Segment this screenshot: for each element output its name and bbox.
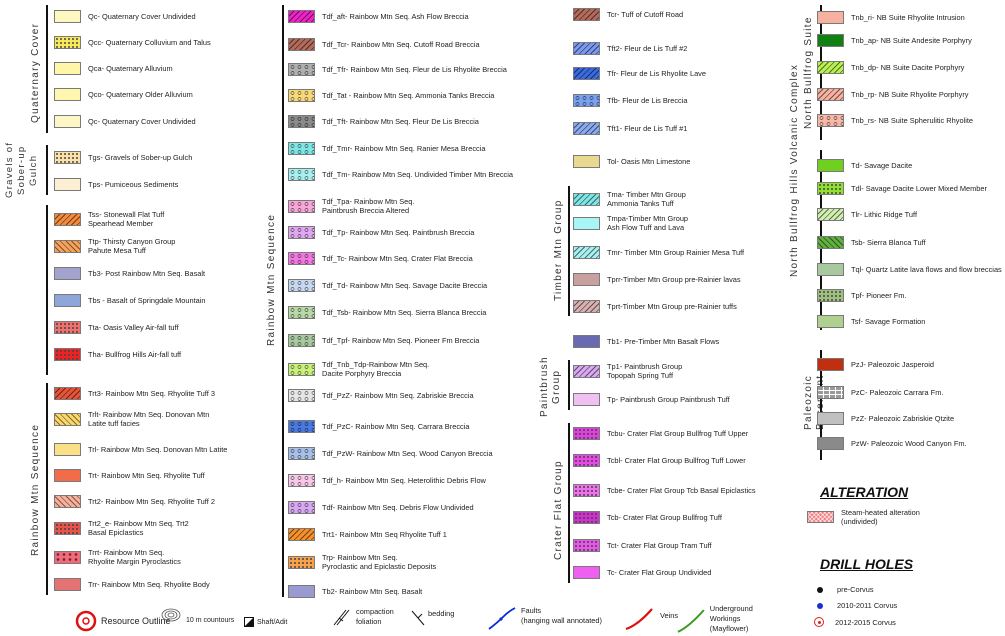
legend-label: Tcbe- Crater Flat Group Tcb Basal Epiclastics	[607, 485, 756, 495]
legend-label: Tol- Oasis Mtn Limestone	[607, 156, 691, 166]
drill-hole-pre-corvus	[817, 585, 874, 594]
legend-item-td	[817, 154, 912, 176]
legend-swatch	[817, 315, 844, 328]
legend-item-tdf-tsb	[288, 301, 486, 323]
legend-label: PzZ- Paleozoic Zabriskie Qtzite	[851, 413, 955, 423]
legend-item-tdf-tp	[288, 221, 474, 243]
legend-swatch	[54, 413, 81, 426]
legend-label: Resource Outline	[101, 616, 171, 626]
legend-swatch	[573, 484, 600, 497]
bottom-legend	[0, 605, 785, 635]
legend-item-qcc	[54, 31, 211, 53]
legend-swatch	[54, 10, 81, 23]
legend-item-tb1	[573, 330, 719, 352]
legend-label: Tnb_rp- NB Suite Rhyolite Porphyry	[851, 89, 969, 99]
legend-item-tsf	[817, 310, 925, 332]
legend-column-3	[535, 0, 785, 600]
legend-swatch	[288, 501, 315, 514]
legend-item-qc	[54, 5, 196, 27]
legend-swatch	[573, 217, 600, 230]
group-bar-rainbow-2	[282, 5, 284, 597]
legend-label: Tnb_rs- NB Suite Spherulitic Rhyolite	[851, 115, 973, 125]
legend-item-pzz	[817, 407, 954, 429]
legend-swatch	[573, 122, 600, 135]
contours-label-item	[186, 617, 234, 624]
legend-swatch	[54, 213, 81, 226]
legend-item-trrt	[54, 546, 181, 568]
legend-label: Tdf_Tp- Rainbow Mtn Seq. Paintbrush Breccia	[322, 227, 475, 237]
legend-item-trt3	[54, 382, 215, 404]
legend-item-trt2	[54, 490, 215, 512]
legend-swatch	[288, 389, 315, 402]
legend-item-tp1	[573, 360, 682, 382]
legend-item-tft2	[573, 37, 687, 59]
legend-item-trt	[54, 464, 205, 486]
alteration-heading: ALTERATION	[820, 484, 909, 500]
legend-swatch	[817, 11, 844, 24]
alteration-item	[807, 508, 920, 526]
legend-label: Tdf_Td- Rainbow Mtn Seq. Savage Dacite Breccia	[322, 280, 488, 290]
legend-label: Qca- Quaternary Alluvium	[88, 63, 173, 73]
group-bar-post	[46, 205, 48, 375]
legend-label: Tnb_dp- NB Suite Dacite Porphyry	[851, 62, 965, 72]
legend-item-tc	[573, 561, 711, 583]
legend-item-trlt	[54, 408, 209, 430]
legend-item-tct	[573, 534, 712, 556]
legend-item-trp	[288, 551, 436, 573]
legend-swatch	[288, 528, 315, 541]
group-title-rainbow-1: Rainbow Mtn Sequence	[30, 423, 41, 557]
legend-label: Tdf_Tpa- Rainbow Mtn Seq. Paintbrush Breccia Altered	[322, 197, 415, 215]
legend-label: Tdf_PzZ- Rainbow Mtn Seq. Zabriskie Breccia	[322, 390, 474, 400]
group-bar-timber	[568, 186, 570, 316]
legend-label: Tcr- Tuff of Cutoff Road	[607, 9, 684, 19]
legend-swatch	[288, 226, 315, 239]
legend-swatch	[817, 412, 844, 425]
legend-label: Tdf_Tcr- Rainbow Mtn Seq. Cutoff Road Breccia	[322, 39, 480, 49]
legend-swatch	[288, 447, 315, 460]
legend-item-tdf-pzw	[288, 442, 493, 464]
group-title-paleozoic: Paleozoic	[803, 374, 814, 430]
legend-item-tol	[573, 150, 690, 172]
legend-label: Tcbl- Crater Flat Group Bullfrog Tuff Lower	[607, 455, 746, 465]
legend-label: Qc- Quaternary Cover Undivided	[88, 11, 196, 21]
legend-label: Tlr- Lithic Ridge Tuff	[851, 209, 917, 219]
legend-label: Qc- Quaternary Cover Undivided	[88, 116, 196, 126]
corvus-2010-dot-icon	[817, 603, 823, 609]
legend-swatch	[573, 393, 600, 406]
legend-item-qca	[54, 57, 173, 79]
legend-label: Underground Workings (Mayflower)	[709, 604, 753, 633]
shaft-icon	[244, 617, 254, 627]
legend-label: Tbs - Basalt of Springdale Mountain	[88, 295, 206, 305]
legend-label: Tp- Paintbrush Group Paintbrush Tuff	[607, 394, 730, 404]
group-bar-gravels	[46, 145, 48, 195]
group-title-nb-suite: North Bullfrog Suite	[803, 16, 814, 130]
group-bar-paintbrush	[568, 360, 570, 410]
legend-label: Tql- Quartz Latite lava flows and flow breccias	[851, 264, 1002, 274]
legend-item-tdf-tpf	[288, 329, 479, 351]
corvus-2012-dot-icon	[814, 617, 824, 627]
legend-swatch	[54, 240, 81, 253]
legend-label: Ttp- Thirsty Canyon Group Pahute Mesa Tuff	[88, 237, 176, 255]
group-bar-quaternary	[46, 5, 48, 133]
legend-label: Tdf- Rainbow Mtn Seq. Debris Flow Undivided	[322, 502, 474, 512]
legend-swatch	[288, 10, 315, 23]
legend-label: Qcc- Quaternary Colluvium and Talus	[88, 37, 211, 47]
legend-label: Trlt- Rainbow Mtn Seq. Donovan Mtn Latite tuff facies	[88, 410, 210, 428]
legend-swatch	[288, 334, 315, 347]
legend-label: Tdf_Tc- Rainbow Mtn Seq. Crater Flat Breccia	[322, 253, 473, 263]
drill-hole-2010-2011	[817, 601, 897, 610]
legend-swatch	[288, 474, 315, 487]
legend-swatch	[54, 469, 81, 482]
legend-swatch	[288, 168, 315, 181]
legend-label: Trrt- Rainbow Mtn Seq. Rhyolite Margin Pyroclastics	[88, 548, 181, 566]
legend-swatch	[54, 267, 81, 280]
legend-swatch	[573, 335, 600, 348]
legend-swatch	[288, 142, 315, 155]
legend-label: Tsf- Savage Formation	[851, 316, 926, 326]
legend-item-tsb	[817, 231, 926, 253]
legend-label: Td- Savage Dacite	[851, 160, 913, 170]
legend-item-tdf-tat	[288, 84, 494, 106]
legend-label: Tdf_Tft- Rainbow Mtn Seq. Fleur De Lis Breccia	[322, 116, 479, 126]
compaction-foliation-icon	[332, 607, 350, 627]
group-title-paintbrush: Paintbrush Group	[539, 356, 562, 418]
vein-item	[624, 607, 678, 631]
legend-label: compaction foliation	[356, 607, 394, 626]
legend-swatch	[288, 115, 315, 128]
legend-swatch	[54, 348, 81, 361]
legend-label: Tdf_PzC- Rainbow Mtn Seq. Carrara Breccia	[322, 421, 470, 431]
legend-item-tdf-pzz	[288, 384, 474, 406]
legend-swatch	[573, 246, 600, 259]
legend-item-trt2-e	[54, 517, 189, 539]
legend-swatch	[817, 114, 844, 127]
legend-item-tp	[573, 388, 730, 410]
legend-label: Tmpa-Timber Mtn Group Ash Flow Tuff and Lava	[607, 214, 689, 232]
legend-label: Tdf_Tsb- Rainbow Mtn Seq. Sierra Blanca Breccia	[322, 307, 487, 317]
legend-item-tfb	[573, 89, 688, 111]
legend-label: Tdf_Tnb_Tdp-Rainbow Mtn Seq. Dacite Porphyry Breccia	[322, 360, 430, 378]
legend-column-1	[0, 0, 270, 600]
legend-swatch	[573, 511, 600, 524]
legend-swatch	[288, 200, 315, 213]
legend-swatch	[54, 88, 81, 101]
group-title-nbh: North Bullfrog Hills Volcanic Complex	[789, 63, 800, 277]
legend-swatch	[573, 365, 600, 378]
legend-item-qco	[54, 83, 193, 105]
drill-hole-label: 2012-2015 Corvus	[835, 617, 896, 627]
legend-label: Tdl- Savage Dacite Lower Mixed Member	[851, 183, 987, 193]
legend-swatch	[817, 61, 844, 74]
legend-label: Tdf_aft- Rainbow Mtn Seq. Ash Flow Breccia	[322, 11, 469, 21]
legend-item-tha	[54, 343, 181, 365]
legend-label: Tc- Crater Flat Group Undivided	[607, 567, 712, 577]
contours-item	[160, 607, 188, 623]
legend-label: Tss- Stonewall Flat Tuff Spearhead Member	[88, 210, 165, 228]
legend-label: Tnb_ri- NB Suite Rhyolite Intrusion	[851, 12, 965, 22]
legend-column-2	[260, 0, 530, 600]
legend-label: Tma- Timber Mtn Group Ammonia Tanks Tuff	[607, 190, 686, 208]
legend-label: PzC- Paleozoic Carrara Fm.	[851, 387, 944, 397]
legend-item-tss	[54, 208, 164, 230]
legend-item-tnb-ap	[817, 29, 972, 51]
legend-item-tcr	[573, 3, 683, 25]
legend-item-tdl	[817, 177, 987, 199]
legend-label: Tft2- Fleur de Lis Tuff #2	[607, 43, 688, 53]
legend-label: Trl- Rainbow Mtn Seq. Donovan Mtn Latite	[88, 444, 228, 454]
legend-label: Tprr-Timber Mtn Group pre-Rainier lavas	[607, 274, 741, 284]
legend-swatch	[54, 36, 81, 49]
legend-swatch	[817, 263, 844, 276]
legend-label: Tta- Oasis Valley Air-fall tuff	[88, 322, 179, 332]
legend-item-tnb-rs	[817, 109, 973, 131]
legend-label: Trp- Rainbow Mtn Seq. Pyroclastic and Epiclastic Deposits	[322, 553, 437, 571]
group-title-rainbow-2: Rainbow Mtn Sequence	[266, 213, 277, 347]
drill-hole-label: 2010-2011 Corvus	[837, 601, 898, 610]
legend-label: Tdf_Tpf- Rainbow Mtn Seq. Pioneer Fm Breccia	[322, 335, 480, 345]
alteration-swatch	[807, 511, 834, 523]
legend-item-tdf-h	[288, 469, 486, 491]
legend-item-tdf	[288, 496, 474, 518]
legend-item-tdf-tft	[288, 110, 479, 132]
legend-item-pzc	[817, 381, 943, 403]
legend-item-tmr	[573, 241, 744, 263]
legend-swatch	[573, 273, 600, 286]
legend-label: Trt2_e- Rainbow Mtn Seq. Trt2 Basal Epiclastics	[88, 519, 189, 537]
bedding-item	[410, 609, 454, 627]
legend-item-tcbl	[573, 449, 746, 471]
legend-label: Tps- Pumiceous Sediments	[88, 179, 179, 189]
legend-swatch	[288, 556, 315, 569]
legend-item-tpf	[817, 284, 906, 306]
resource-outline-icon	[75, 610, 97, 632]
legend-label: Tdf_Tat - Rainbow Mtn Seq. Ammonia Tanks Breccia	[322, 90, 495, 100]
legend-item-tdf-td	[288, 274, 487, 296]
group-title-crater: Crater Flat Group	[553, 460, 564, 560]
legend-swatch	[54, 495, 81, 508]
legend-label: Trt1- Rainbow Mtn Seq Rhyolite Tuff 1	[322, 529, 447, 539]
legend-swatch	[573, 8, 600, 21]
legend-label: Qco- Quaternary Older Alluvium	[88, 89, 193, 99]
legend-swatch	[288, 363, 315, 376]
legend-swatch	[54, 443, 81, 456]
legend-item-tcbu	[573, 422, 748, 444]
legend-item-tnb-ri	[817, 6, 965, 28]
legend-item-tcbe	[573, 479, 756, 501]
legend-swatch	[573, 539, 600, 552]
legend-swatch	[817, 208, 844, 221]
legend-label: Tb2- Rainbow Mtn Seq. Basalt	[322, 586, 423, 596]
legend-item-pzj	[817, 353, 934, 375]
legend-label: Tha- Bullfrog Hills Air-fall tuff	[88, 349, 182, 359]
legend-swatch	[54, 115, 81, 128]
legend-item-tta	[54, 316, 179, 338]
legend-item-ttp	[54, 235, 175, 257]
shaft-item	[244, 617, 287, 627]
drill-hole-label: pre-Corvus	[837, 585, 874, 594]
legend-swatch	[573, 67, 600, 80]
legend-swatch	[288, 89, 315, 102]
legend-item-tbs	[54, 289, 206, 311]
legend-swatch	[817, 236, 844, 249]
legend-label: Tb1- Pre-Timber Mtn Basalt Flows	[607, 336, 720, 346]
legend-item-tprr	[573, 268, 741, 290]
legend-swatch	[54, 387, 81, 400]
legend-swatch	[54, 551, 81, 564]
legend-column-4	[785, 0, 1005, 627]
legend-item-qc2	[54, 110, 196, 132]
legend-item-tps	[54, 173, 178, 195]
legend-item-tb2	[288, 580, 422, 602]
group-title-timber: Timber Mtn Group	[553, 199, 564, 301]
legend-label: Trt2- Rainbow Mtn Seq. Rhyolite Tuff 2	[88, 496, 215, 506]
legend-swatch	[288, 38, 315, 51]
legend-item-pzw	[817, 432, 967, 454]
legend-label: Trr- Rainbow Mtn Seq. Rhyolite Body	[88, 579, 210, 589]
legend-label: Tgs- Gravels of Sober-up Gulch	[88, 152, 193, 162]
legend-label: Tfb- Fleur de Lis Breccia	[607, 95, 688, 105]
legend-label: PzJ- Paleozoic Jasperoid	[851, 359, 934, 369]
legend-label: Trt3- Rainbow Mtn Seq. Rhyolite Tuff 3	[88, 388, 215, 398]
legend-swatch	[817, 88, 844, 101]
legend-label: Shaft/Adit	[257, 618, 288, 626]
legend-label: Tmr- Timber Mtn Group Rainier Mesa Tuff	[607, 247, 745, 257]
legend-swatch	[817, 386, 844, 399]
legend-swatch	[817, 159, 844, 172]
legend-swatch	[817, 34, 844, 47]
legend-label: Tcbu- Crater Flat Group Bullfrog Tuff Upper	[607, 428, 749, 438]
legend-item-trr	[54, 573, 210, 595]
legend-label: Faults (hanging wall annotated)	[521, 606, 602, 625]
legend-swatch	[54, 522, 81, 535]
legend-swatch	[288, 306, 315, 319]
legend-label: Veins	[660, 610, 679, 620]
legend-swatch	[573, 427, 600, 440]
legend-item-tfr	[573, 62, 706, 84]
legend-item-tdf-tm	[288, 163, 513, 185]
legend-item-tdf-tcr	[288, 33, 480, 55]
legend-label: Tct- Crater Flat Group Tram Tuff	[607, 540, 712, 550]
legend-item-tql	[817, 258, 1002, 280]
legend-swatch	[573, 300, 600, 313]
vein-icon	[624, 607, 654, 631]
legend-label: Tpf- Pioneer Fm.	[851, 290, 907, 300]
legend-item-tmpa	[573, 212, 688, 234]
legend-label: Tft1- Fleur de Lis Tuff #1	[607, 123, 688, 133]
legend-swatch	[288, 279, 315, 292]
legend-label: Tdf_PzW- Rainbow Mtn Seq. Wood Canyon Breccia	[322, 448, 493, 458]
legend-swatch	[817, 182, 844, 195]
legend-label: Tp1- Paintbrush Group Topopah Spring Tuff	[607, 362, 683, 380]
legend-swatch	[54, 578, 81, 591]
underground-workings-icon	[676, 608, 706, 634]
legend-item-tnb-dp	[817, 56, 964, 78]
legend-label: Tprt-Timber Mtn Group pre-Rainier tuffs	[607, 301, 737, 311]
group-bar-rainbow-1	[46, 383, 48, 595]
legend-label: Tdf_Tmr- Rainbow Mtn Seq. Ranier Mesa Breccia	[322, 143, 486, 153]
legend-swatch	[573, 155, 600, 168]
legend-swatch	[54, 178, 81, 191]
legend-swatch	[54, 62, 81, 75]
legend-label: Tsb- Sierra Blanca Tuff	[851, 237, 926, 247]
legend-label: Trt- Rainbow Mtn Seq. Rhyolite Tuff	[88, 470, 205, 480]
fault-icon	[487, 605, 517, 631]
bedding-icon	[410, 609, 426, 627]
drill-hole-2012-2015	[814, 617, 896, 627]
legend-item-tprt	[573, 295, 737, 317]
legend-item-tft1	[573, 117, 687, 139]
legend-swatch	[288, 585, 315, 598]
legend-swatch	[573, 454, 600, 467]
drill-holes-heading: DRILL HOLES	[820, 556, 914, 572]
legend-label: Tdf_Tfr- Rainbow Mtn Seq. Fleur de Lis Rhyolite Breccia	[322, 64, 507, 74]
pre-corvus-dot-icon	[817, 587, 823, 593]
legend-item-tdf-tc	[288, 247, 473, 269]
legend-swatch	[288, 420, 315, 433]
legend-item-tnb-rp	[817, 83, 968, 105]
underground-workings-item	[676, 606, 785, 636]
legend-item-tdf-pzc	[288, 415, 469, 437]
legend-item-tma	[573, 188, 686, 210]
legend-swatch	[817, 289, 844, 302]
legend-swatch	[54, 294, 81, 307]
legend-label: Tdf_Tm- Rainbow Mtn Seq. Undivided Timber Mtn Breccia	[322, 169, 513, 179]
legend-item-tdf-aft	[288, 5, 469, 27]
legend-item-tgs	[54, 146, 192, 168]
legend-label: PzW- Paleozoic Wood Canyon Fm.	[851, 438, 967, 448]
group-title-quaternary: Quaternary Cover	[30, 22, 41, 124]
group-title-gravels: Gravels of Sober-up Gulch	[4, 141, 39, 199]
legend-swatch	[817, 437, 844, 450]
legend-swatch	[288, 63, 315, 76]
legend-swatch	[288, 252, 315, 265]
legend-item-tdf-tpa	[288, 195, 414, 217]
legend-label: bedding	[428, 608, 455, 618]
legend-item-tdf-tmr	[288, 137, 485, 159]
legend-swatch	[573, 94, 600, 107]
legend-swatch	[573, 193, 600, 206]
legend-item-tdf-tfr	[288, 58, 507, 80]
legend-item-tlr	[817, 203, 917, 225]
legend-swatch	[54, 151, 81, 164]
legend-label: Tcb- Crater Flat Group Bullfrog Tuff	[607, 512, 722, 522]
alteration-label: Steam-heated alteration (undivided)	[841, 508, 920, 526]
legend-swatch	[573, 566, 600, 579]
compaction-foliation-item	[332, 607, 394, 627]
legend-swatch	[573, 42, 600, 55]
contours-icon	[160, 607, 182, 623]
legend-item-tcb	[573, 506, 722, 528]
group-bar-crater	[568, 423, 570, 583]
legend-item-trt1	[288, 523, 447, 545]
legend-swatch	[54, 321, 81, 334]
resource-outline-item	[75, 610, 171, 632]
legend-label: Tdf_h- Rainbow Mtn Seq. Heterolithic Debris Flow	[322, 475, 486, 485]
legend-item-trl	[54, 438, 227, 460]
fault-item	[487, 605, 602, 631]
legend-item-tb3	[54, 262, 205, 284]
legend-item-tdf-tnb-tdp	[288, 358, 429, 380]
legend-swatch	[817, 358, 844, 371]
legend-label: 10 m countours	[186, 617, 235, 624]
legend-label: Tnb_ap- NB Suite Andesite Porphyry	[851, 35, 972, 45]
legend-label: Tfr- Fleur de Lis Rhyolite Lave	[607, 68, 706, 78]
legend-label: Tb3- Post Rainbow Mtn Seq. Basalt	[88, 268, 206, 278]
